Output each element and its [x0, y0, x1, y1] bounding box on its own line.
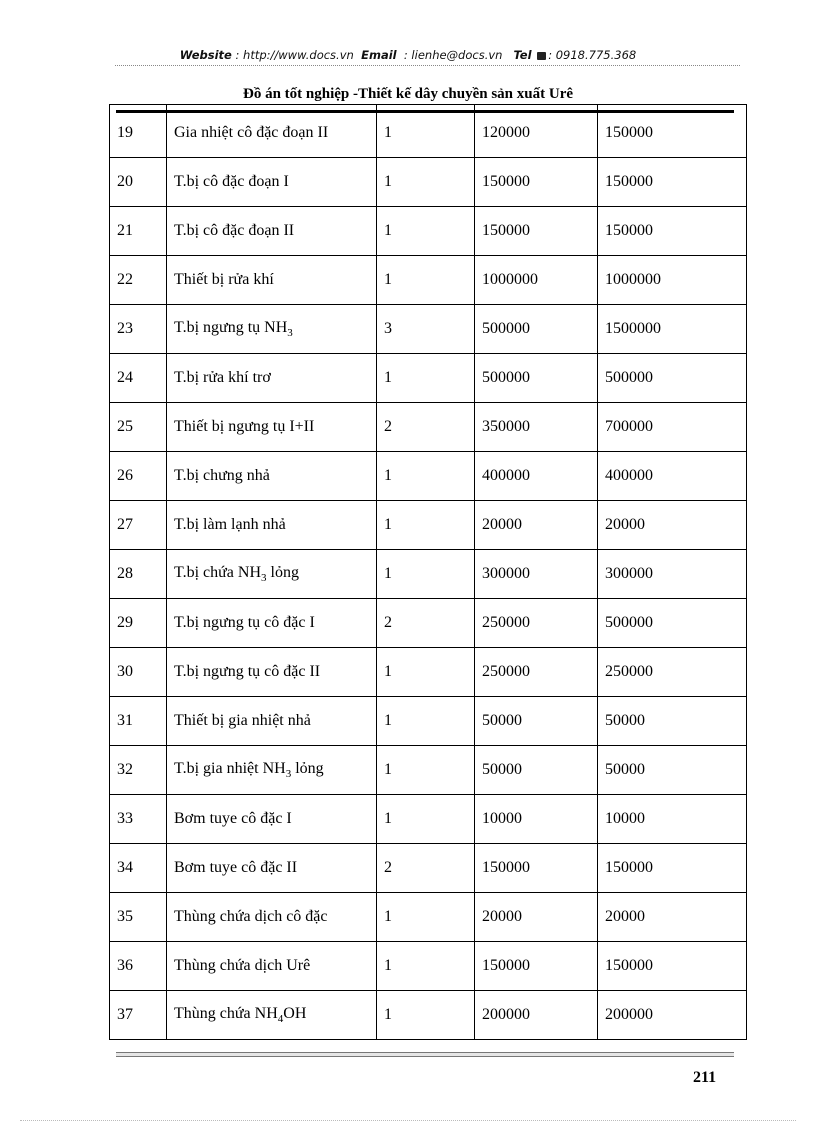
row-number: 37 — [110, 991, 167, 1040]
row-number: 20 — [110, 158, 167, 207]
unit-price: 10000 — [475, 795, 598, 844]
total-price: 400000 — [598, 452, 747, 501]
formula-subscript: 3 — [261, 572, 267, 585]
equipment-name: T.bị ngưng tụ cô đặc II — [167, 648, 377, 697]
total-price: 200000 — [598, 991, 747, 1040]
equipment-name: Thiết bị ngưng tụ I+II — [167, 403, 377, 452]
unit-price: 400000 — [475, 452, 598, 501]
quantity: 3 — [377, 305, 475, 354]
table-row — [110, 942, 747, 991]
website-header — [0, 48, 816, 62]
row-number: 35 — [110, 893, 167, 942]
quantity: 1 — [377, 893, 475, 942]
equipment-name: Thùng chứa dịch cô đặc — [167, 893, 377, 942]
quantity: 1 — [377, 452, 475, 501]
formula-subscript: 3 — [285, 768, 292, 781]
equipment-name: Gia nhiệt cô đặc đoạn II — [167, 105, 377, 158]
equipment-name-text: T.bị ngưng tụ NH — [174, 318, 288, 336]
quantity: 1 — [377, 795, 475, 844]
phone-icon — [537, 52, 546, 60]
footer-divider — [116, 1052, 734, 1057]
quantity: 1 — [377, 158, 475, 207]
tel-value: : 0918.775.368 — [548, 48, 637, 62]
quantity: 1 — [377, 354, 475, 403]
quantity: 1 — [377, 746, 475, 795]
equipment-name: T.bị cô đặc đoạn II — [167, 207, 377, 256]
equipment-cost-table — [109, 104, 747, 1040]
equipment-name — [167, 746, 377, 795]
quantity: 1 — [377, 501, 475, 550]
equipment-name: T.bị cô đặc đoạn I — [167, 158, 377, 207]
total-price: 250000 — [598, 648, 747, 697]
total-price: 50000 — [598, 746, 747, 795]
row-number: 28 — [110, 550, 167, 599]
quantity: 2 — [377, 844, 475, 893]
total-price: 150000 — [598, 207, 747, 256]
table-row — [110, 991, 747, 1040]
page-number: 211 — [693, 1069, 717, 1086]
table-row — [110, 501, 747, 550]
equipment-name: T.bị rửa khí trơ — [167, 354, 377, 403]
unit-price: 150000 — [475, 942, 598, 991]
table-row — [110, 599, 747, 648]
quantity: 1 — [377, 105, 475, 158]
equipment-name: T.bị chưng nhả — [167, 452, 377, 501]
website-label: Website — [179, 48, 232, 62]
unit-price: 500000 — [475, 354, 598, 403]
unit-price: 50000 — [475, 697, 598, 746]
table-row — [110, 697, 747, 746]
total-price: 10000 — [598, 795, 747, 844]
equipment-name-suffix: lỏng — [291, 759, 324, 777]
total-price: 150000 — [598, 844, 747, 893]
quantity: 1 — [377, 256, 475, 305]
equipment-name — [167, 305, 377, 354]
header-divider — [115, 65, 740, 66]
equipment-name-suffix: OH — [283, 1004, 307, 1022]
website-url: : http://www.docs.vn — [235, 48, 354, 62]
total-price: 150000 — [598, 158, 747, 207]
equipment-name: Thiết bị gia nhiệt nhả — [167, 697, 377, 746]
row-number: 24 — [110, 354, 167, 403]
unit-price: 1000000 — [475, 256, 598, 305]
total-price: 20000 — [598, 501, 747, 550]
equipment-name — [167, 550, 377, 599]
quantity: 1 — [377, 991, 475, 1040]
total-price: 300000 — [598, 550, 747, 599]
total-price: 500000 — [598, 599, 747, 648]
unit-price: 300000 — [475, 550, 598, 599]
total-price: 700000 — [598, 403, 747, 452]
unit-price: 200000 — [475, 991, 598, 1040]
total-price: 500000 — [598, 354, 747, 403]
bottom-dotted-rule — [20, 1120, 796, 1121]
table-row — [110, 256, 747, 305]
table-row — [110, 893, 747, 942]
unit-price: 20000 — [475, 501, 598, 550]
unit-price: 20000 — [475, 893, 598, 942]
unit-price: 50000 — [475, 746, 598, 795]
equipment-name: Thiết bị rửa khí — [167, 256, 377, 305]
row-number: 21 — [110, 207, 167, 256]
equipment-name: Bơm tuye cô đặc I — [167, 795, 377, 844]
table-body — [110, 105, 747, 1040]
unit-price: 150000 — [475, 844, 598, 893]
tel-label: Tel — [513, 48, 532, 62]
total-price: 20000 — [598, 893, 747, 942]
total-price: 150000 — [598, 105, 747, 158]
equipment-name — [167, 991, 377, 1040]
table-row — [110, 452, 747, 501]
table-row — [110, 550, 747, 599]
quantity: 2 — [377, 599, 475, 648]
table-row — [110, 354, 747, 403]
quantity: 1 — [377, 648, 475, 697]
equipment-name-text: Thùng chứa NH — [174, 1004, 278, 1022]
quantity: 1 — [377, 550, 475, 599]
equipment-name: Bơm tuye cô đặc II — [167, 844, 377, 893]
table-row — [110, 305, 747, 354]
row-number: 19 — [110, 105, 167, 158]
total-price: 1000000 — [598, 256, 747, 305]
unit-price: 120000 — [475, 105, 598, 158]
row-number: 33 — [110, 795, 167, 844]
unit-price: 150000 — [475, 158, 598, 207]
email-value: : lienhe@docs.vn — [403, 48, 503, 62]
formula-subscript: 3 — [287, 327, 293, 340]
equipment-name: T.bị ngưng tụ cô đặc I — [167, 599, 377, 648]
unit-price: 500000 — [475, 305, 598, 354]
row-number: 22 — [110, 256, 167, 305]
quantity: 1 — [377, 942, 475, 991]
row-number: 31 — [110, 697, 167, 746]
row-number: 30 — [110, 648, 167, 697]
table-row — [110, 403, 747, 452]
row-number: 34 — [110, 844, 167, 893]
equipment-name-text: T.bị gia nhiệt NH — [174, 759, 286, 777]
doc-title: Đồ án tốt nghiệp -Thiết kế dây chuyền sản xuất Urê — [242, 86, 574, 102]
table-row — [110, 648, 747, 697]
quantity: 1 — [377, 207, 475, 256]
total-price: 50000 — [598, 697, 747, 746]
quantity: 1 — [377, 697, 475, 746]
table-row — [110, 746, 747, 795]
table-top-rule — [116, 110, 734, 113]
unit-price: 250000 — [475, 648, 598, 697]
row-number: 23 — [110, 305, 167, 354]
equipment-name-text: T.bị chứa NH — [174, 563, 262, 581]
unit-price: 350000 — [475, 403, 598, 452]
row-number: 29 — [110, 599, 167, 648]
equipment-name: T.bị làm lạnh nhả — [167, 501, 377, 550]
row-number: 32 — [110, 746, 167, 795]
unit-price: 250000 — [475, 599, 598, 648]
row-number: 36 — [110, 942, 167, 991]
equipment-name: Thùng chứa dịch Urê — [167, 942, 377, 991]
email-label: Email — [361, 48, 397, 62]
table-row — [110, 795, 747, 844]
unit-price: 150000 — [475, 207, 598, 256]
equipment-name-suffix: lỏng — [266, 563, 299, 581]
table-row — [110, 158, 747, 207]
table-row — [110, 207, 747, 256]
row-number: 26 — [110, 452, 167, 501]
row-number: 25 — [110, 403, 167, 452]
formula-subscript: 4 — [277, 1013, 284, 1026]
table-row — [110, 844, 747, 893]
total-price: 150000 — [598, 942, 747, 991]
quantity: 2 — [377, 403, 475, 452]
total-price: 1500000 — [598, 305, 747, 354]
row-number: 27 — [110, 501, 167, 550]
